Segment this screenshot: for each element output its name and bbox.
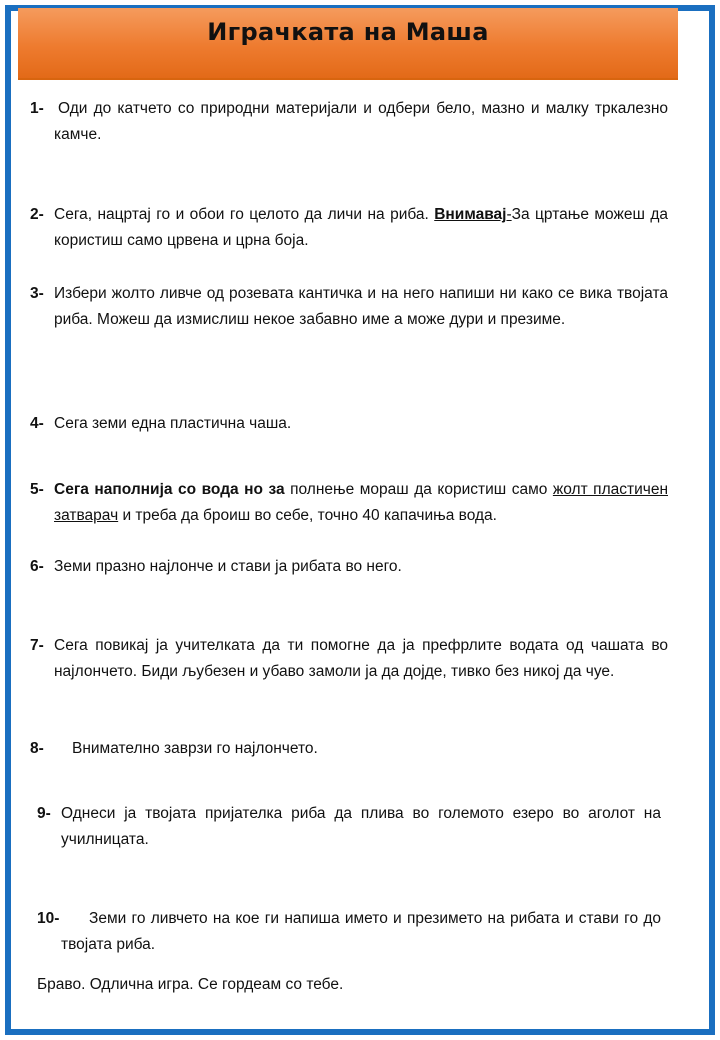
step-text-part: За цртање можеш да користиш само црвена и црна боја. [54, 206, 668, 249]
step-9 [37, 801, 661, 853]
step-text-content: Однеси ја твојата пријателка риба да плива во големото езеро во аголот на училницата. [61, 805, 661, 848]
step-number: 1- [30, 100, 44, 117]
step-text-part: полнење мораш да користиш само [284, 481, 553, 498]
step-6 [30, 554, 668, 580]
step-text-content: Сега земи една пластична чаша. [54, 415, 292, 432]
step-text-part: Сега, нацртај го и обои го целото да личи на риба. [54, 206, 435, 223]
step-number: 10- [37, 910, 60, 927]
step-2 [30, 202, 668, 254]
step-text-content: Оди до катчето со природни материјали и одбери бело, мазно и малку тркалезно камче. [54, 100, 668, 143]
dash: - [506, 206, 512, 223]
step-4 [30, 411, 668, 437]
step-text-content: Внимателно заврзи го најлончето. [72, 740, 318, 757]
step-3 [30, 281, 668, 333]
step-10 [37, 906, 661, 958]
step-number: 4- [30, 415, 44, 432]
title-banner [18, 8, 678, 80]
step-text [30, 96, 668, 148]
warning-emphasis: Внимавај [434, 206, 507, 223]
step-text-content: Сега повикај ја учителката да ти помогне да ја префрлите водата од чашата во најлончето. Биди љубезен и убаво замоли ја да дојде, тивко без никој да чуе. [54, 637, 668, 680]
step-text-content: Земи го ливчето на кое ги напиша името и презимето на рибата и стави го до твојата риба. [61, 910, 661, 953]
step-number: 8- [30, 740, 44, 757]
step-8 [30, 736, 668, 762]
step-text-part: и треба да броиш во себе, точно 40 капачиња вода. [118, 507, 497, 524]
step-text-content: Избери жолто ливче од розевата кантичка и на него напиши ни како се вика твојата риба. Можеш да измислиш некое забавно име а може дури и презиме. [54, 285, 668, 328]
step-number: 5- [30, 481, 44, 498]
step-5 [30, 477, 668, 529]
step-number: 3- [30, 285, 44, 302]
underlined-phrase: жолт пластичен затварач [54, 481, 668, 524]
closing-praise: Браво. Одлична игра. Се гордеам со тебе. [37, 976, 344, 993]
step-text [30, 477, 668, 529]
step-text [30, 202, 668, 254]
step-number: 2- [30, 206, 44, 223]
step-number: 6- [30, 558, 44, 575]
step-number: 7- [30, 637, 44, 654]
step-text-content: Земи празно најлонче и стави ја рибата во него. [54, 558, 402, 575]
step-number: 9- [37, 805, 51, 822]
step-7 [30, 633, 668, 685]
page-title: Играчката на Маша [207, 18, 489, 46]
step-1 [30, 96, 668, 148]
bold-phrase: Сега наполнија со вода но за [54, 481, 285, 498]
